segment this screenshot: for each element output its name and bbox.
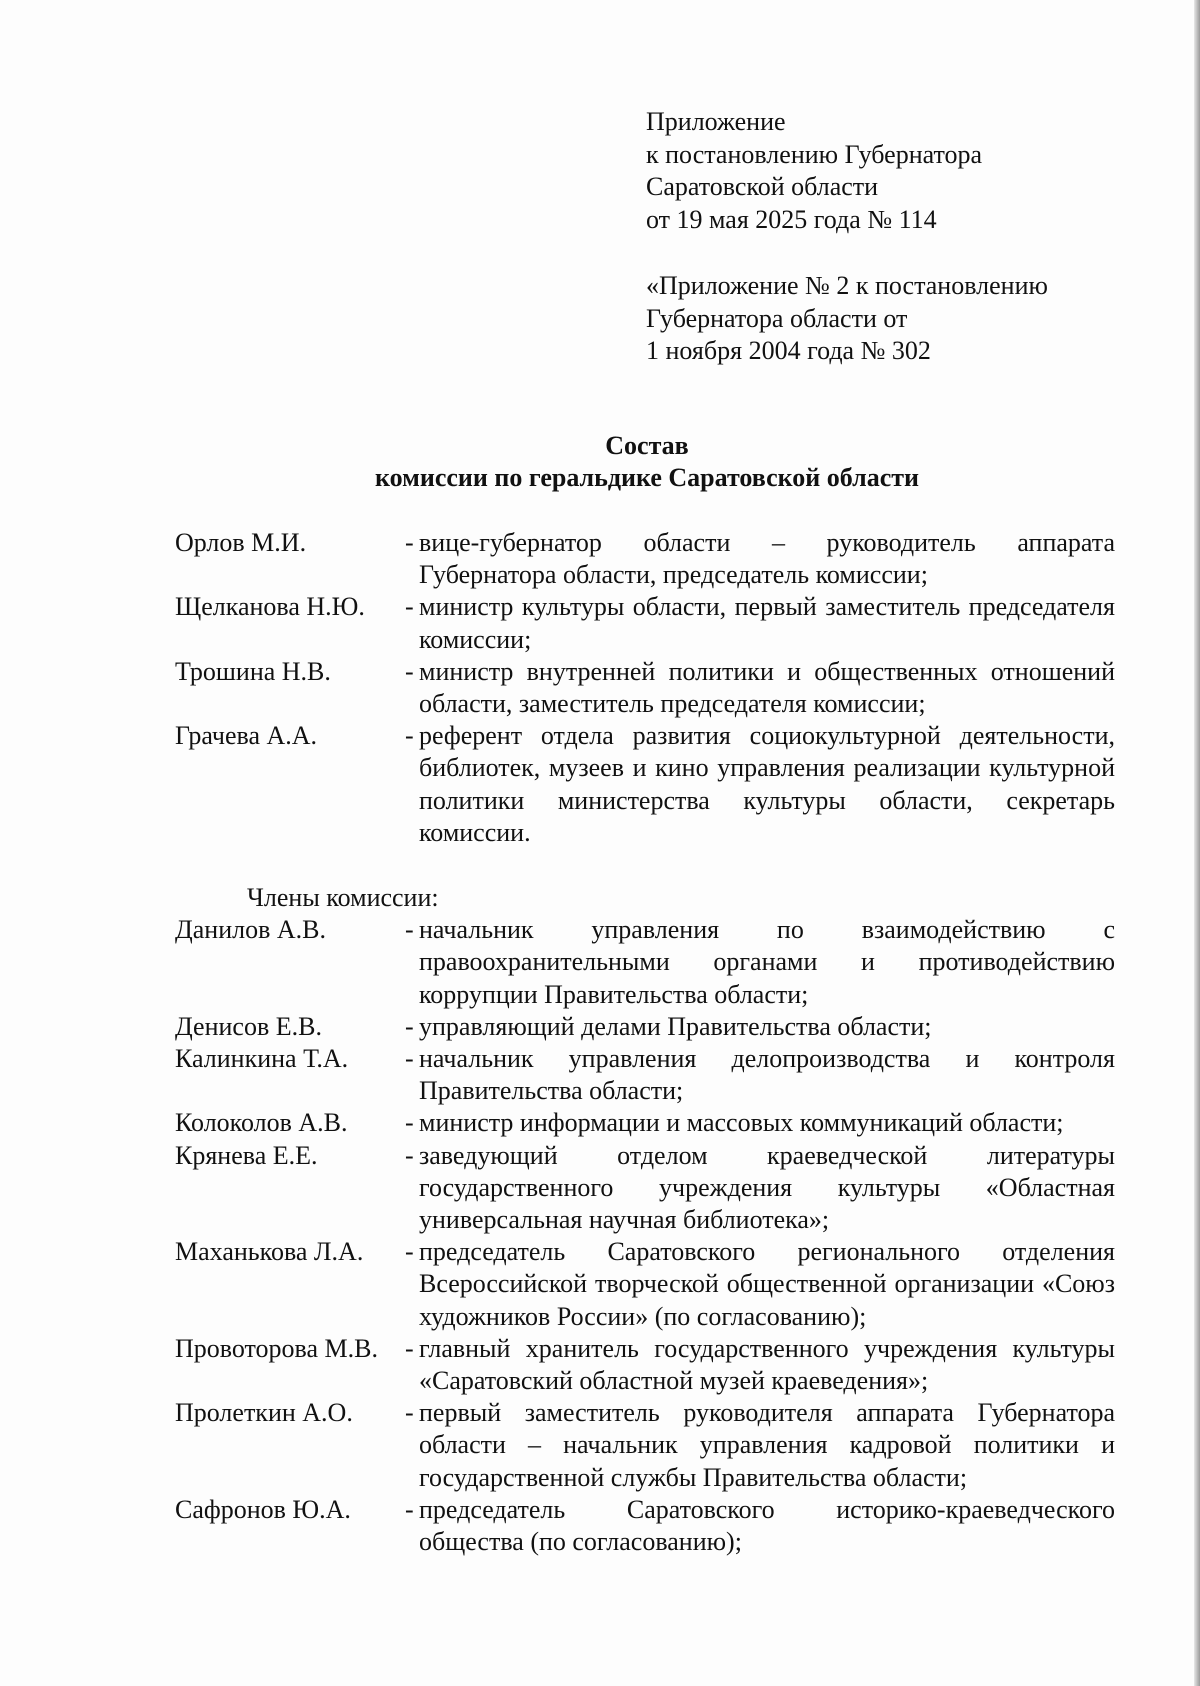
dash-separator: - (405, 1494, 414, 1524)
reference-line: «Приложение № 2 к постановлению (646, 271, 1048, 300)
dash-separator: - (405, 656, 414, 686)
member-name: Орлов М.И. (175, 528, 307, 557)
member-position: главный хранитель государственного учреждения культуры «Саратовский областной музей краеведения»; (419, 1333, 1115, 1396)
dash-separator: - (405, 528, 414, 557)
dash-separator: - (405, 1108, 414, 1138)
reference-line: Губернатора области от (646, 303, 908, 333)
title-line-1: Состав (605, 431, 689, 460)
member-row (175, 1397, 1115, 1494)
member-position: первый заместитель руководителя аппарата Губернатора области – начальник управления кадровой политики и государственной службы Правительства области; (419, 1398, 1115, 1492)
member-row (175, 914, 1115, 1011)
member-position: вице-губернатор области – руководитель аппарата Губернатора области, председатель комиссии; (419, 528, 1115, 590)
member-name: Пролеткин А.О. (175, 1398, 353, 1428)
dash-separator: - (405, 1398, 414, 1428)
leadership-row (175, 656, 1115, 720)
leadership-row (175, 720, 1115, 849)
dash-separator: - (405, 1237, 414, 1267)
reference-line: 1 ноября 2004 года № 302 (646, 336, 931, 365)
member-name: Грачева А.А. (175, 721, 318, 751)
member-row (175, 1333, 1115, 1397)
members-heading: Члены комиссии: (247, 883, 439, 913)
page-edge-shadow (1194, 0, 1200, 1686)
member-name: Крянева Е.Е. (175, 1140, 318, 1170)
member-name: Маханькова Л.А. (175, 1237, 364, 1267)
member-position: министр информации и массовых коммуникаций области; (419, 1108, 1064, 1138)
member-row (175, 1107, 1115, 1139)
amended-appendix-reference (646, 270, 1048, 368)
member-position: председатель Саратовского регионального отделения Всероссийской творческой общественной организации «Союз художников России» (по согласованию); (419, 1237, 1115, 1331)
dash-separator: - (405, 721, 414, 751)
member-row (175, 1236, 1115, 1333)
member-position: министр внутренней политики и общественных отношений области, заместитель председателя комиссии; (419, 656, 1115, 719)
title-line-2: комиссии по геральдике Саратовской области (375, 463, 919, 492)
member-position: начальник управления делопроизводства и контроля Правительства области; (419, 1044, 1115, 1106)
dash-separator: - (405, 1140, 414, 1170)
attachment-line: Саратовской области (646, 172, 879, 201)
attachment-header (646, 106, 982, 236)
member-name: Денисов Е.В. (175, 1011, 322, 1041)
member-row (175, 1140, 1115, 1237)
member-name: Колоколов А.В. (175, 1108, 348, 1138)
dash-separator: - (405, 1044, 414, 1074)
member-name: Провоторова М.В. (175, 1333, 378, 1363)
member-position: председатель Саратовского историко-краеведческого общества (по согласованию); (419, 1494, 1115, 1557)
leadership-row (175, 527, 1115, 591)
member-name: Трошина Н.В. (175, 656, 331, 686)
dash-separator: - (405, 1333, 414, 1363)
member-position: начальник управления по взаимодействию с правоохранительными органами и противодействию коррупции Правительства области; (419, 915, 1115, 1009)
dash-separator: - (405, 1011, 414, 1041)
leadership-row (175, 591, 1115, 655)
dash-separator: - (405, 915, 414, 945)
document-title (0, 430, 1200, 494)
member-row (175, 1494, 1115, 1558)
attachment-line: от 19 мая 2025 года № 114 (646, 204, 937, 234)
member-name: Щелканова Н.Ю. (175, 592, 365, 622)
dash-separator: - (405, 592, 414, 622)
attachment-line: Приложение (646, 107, 786, 136)
member-position: управляющий делами Правительства области; (419, 1011, 932, 1041)
member-position: референт отдела развития социокультурной деятельности, библиотек, музеев и кино управления реализации культурной политики министерства культуры области, секретарь комиссии. (419, 721, 1115, 847)
member-position: заведующий отделом краеведческой литературы государственного учреждения культуры «Областная универсальная научная библиотека»; (419, 1140, 1115, 1235)
member-position: министр культуры области, первый заместитель председателя комиссии; (419, 592, 1115, 654)
member-name: Данилов А.В. (175, 915, 326, 945)
member-row (175, 1043, 1115, 1107)
commission-roster (175, 527, 1115, 1558)
member-row (175, 1011, 1115, 1043)
member-name: Калинкина Т.А. (175, 1044, 349, 1074)
attachment-line: к постановлению Губернатора (646, 139, 983, 169)
member-name: Сафронов Ю.А. (175, 1494, 351, 1524)
